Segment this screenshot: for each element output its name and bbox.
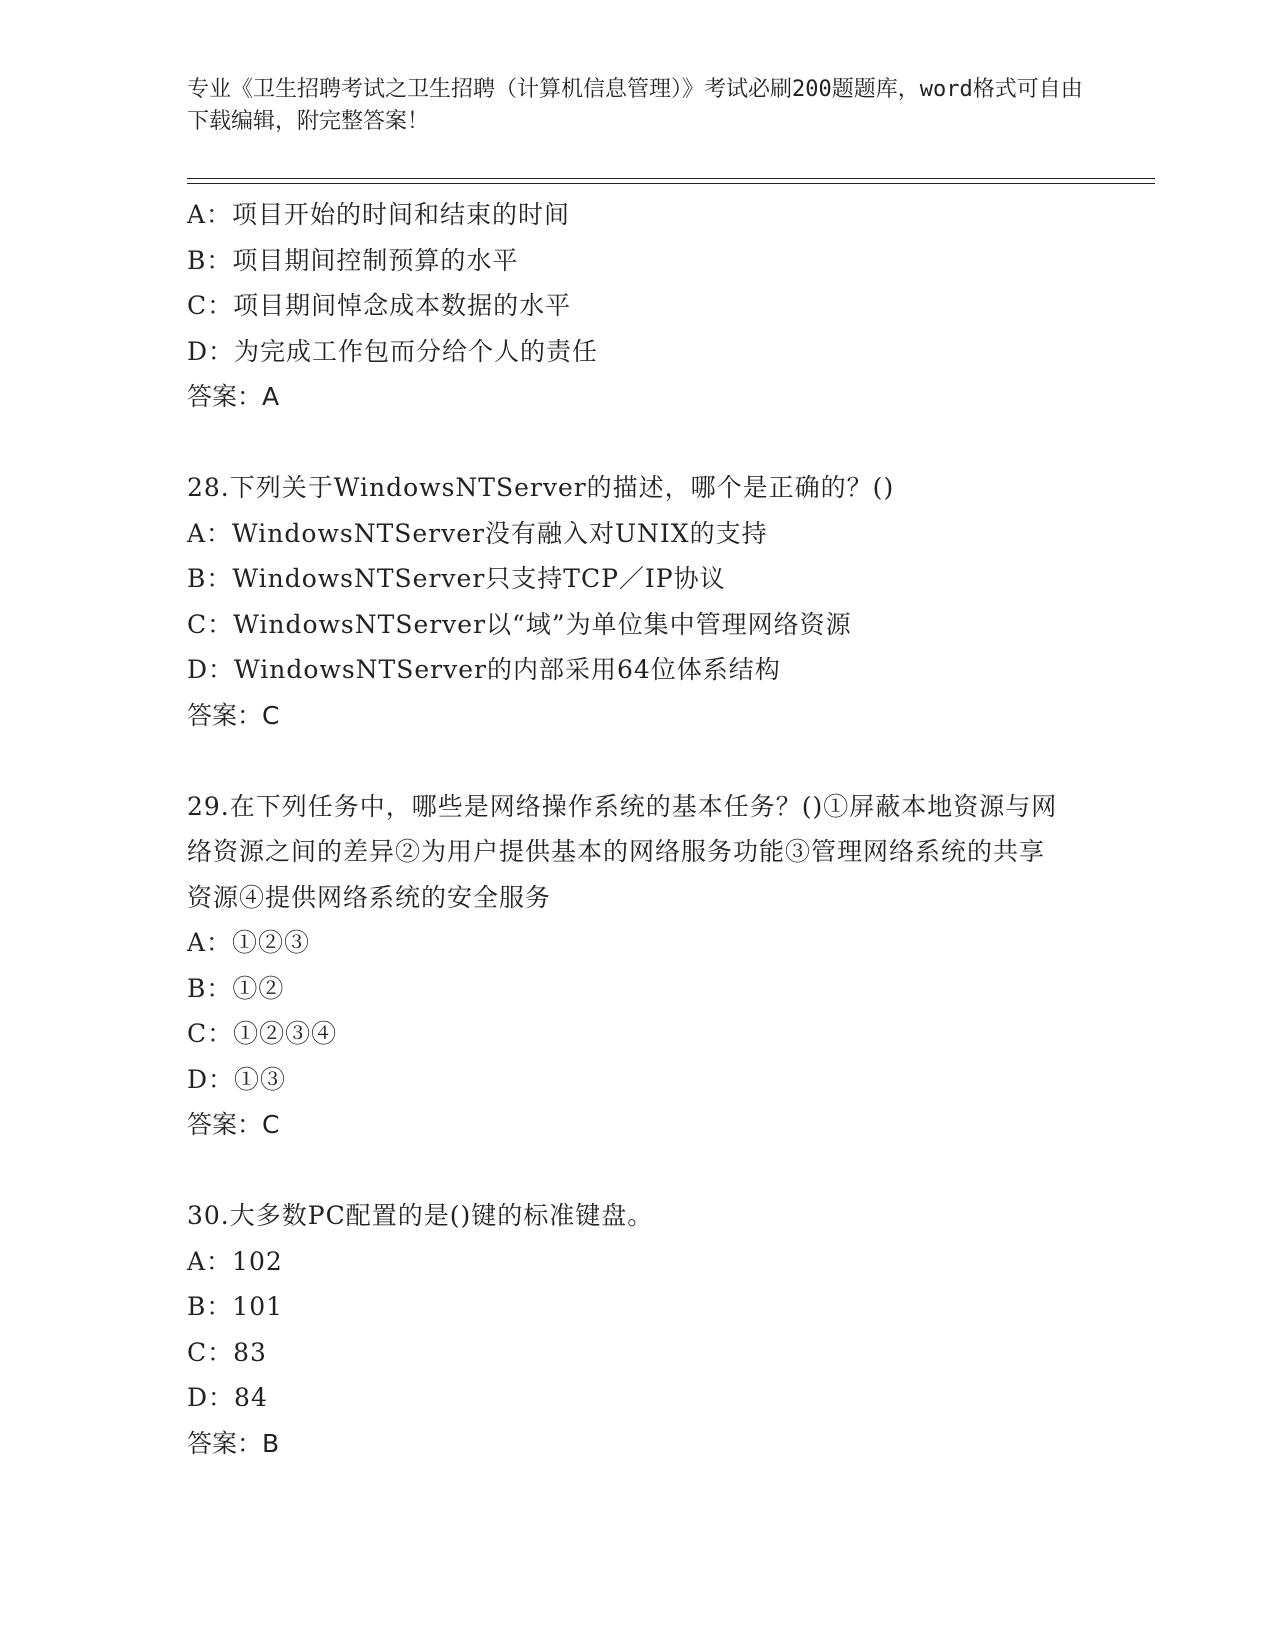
option-c: C：WindowsNTServer以“域”为单位集中管理网络资源 xyxy=(187,609,852,639)
option-a: A：项目开始的时间和结束的时间 xyxy=(187,200,571,229)
option-a: A：WindowsNTServer没有融入对UNIX的支持 xyxy=(187,518,768,548)
question-stem: 28.下列关于WindowsNTServer的描述，哪个是正确的？() xyxy=(187,473,895,502)
option-d: D：WindowsNTServer的内部采用64位体系结构 xyxy=(187,655,781,684)
spacer xyxy=(187,738,1147,784)
answer-label: 答案：C xyxy=(187,1110,280,1139)
option-c: C：83 xyxy=(187,1337,267,1367)
option-b: B：项目期间控制预算的水平 xyxy=(187,245,519,275)
document-header: 专业《卫生招聘考试之卫生招聘（计算机信息管理）》考试必刷200题题库，word格式可自由下载编辑，附完整答案！ xyxy=(187,77,1083,134)
option-c: C：①②③④ xyxy=(187,1019,338,1048)
question-list xyxy=(187,192,1147,1466)
option-b: B：①② xyxy=(187,973,285,1003)
option-a: A：102 xyxy=(187,1246,283,1276)
question-block xyxy=(187,784,1147,1148)
question-block xyxy=(187,465,1147,738)
question-block xyxy=(187,192,1147,420)
answer-label: 答案：A xyxy=(187,382,280,411)
option-d: D：为完成工作包而分给个人的责任 xyxy=(187,336,599,366)
option-c: C：项目期间悼念成本数据的水平 xyxy=(187,291,572,320)
option-a: A：①②③ xyxy=(187,928,311,957)
header-divider-top xyxy=(187,178,1155,179)
answer-label: 答案：B xyxy=(187,1428,280,1458)
option-b: B：101 xyxy=(187,1292,284,1321)
option-d: D：84 xyxy=(187,1383,268,1412)
option-b: B：WindowsNTServer只支持TCP／IP协议 xyxy=(187,564,726,593)
header-divider-bottom xyxy=(187,183,1155,184)
question-block xyxy=(187,1193,1147,1466)
question-stem: 30.大多数PC配置的是()键的标准键盘。 xyxy=(187,1201,654,1230)
answer-label: 答案：C xyxy=(187,700,280,730)
spacer xyxy=(187,1148,1147,1194)
spacer xyxy=(187,420,1147,466)
question-stem: 29.在下列任务中，哪些是网络操作系统的基本任务？()①屏蔽本地资源与网络资源之间的差异②为用户提供基本的网络服务功能③管理网络系统的共享资源④提供网络系统的安全服务 xyxy=(187,791,1058,912)
option-d: D：①③ xyxy=(187,1064,287,1094)
